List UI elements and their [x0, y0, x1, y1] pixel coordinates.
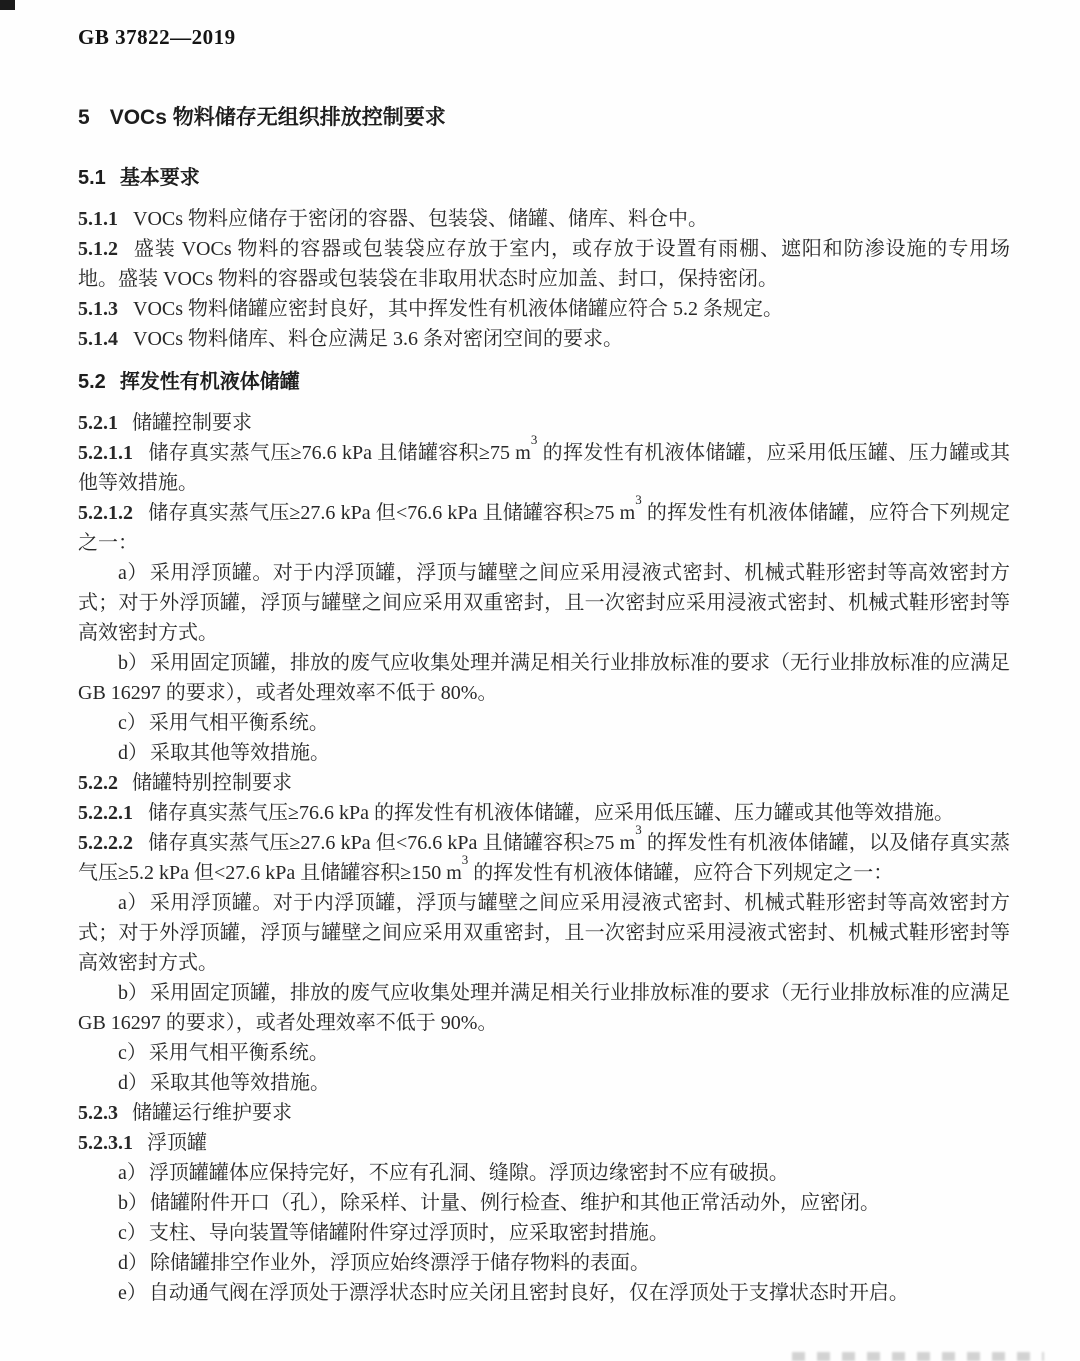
clause-text: 储存真实蒸气压≥76.6 kPa 且储罐容积≥75 $m^3$ 的挥发性有机液体储罐，应采用低压罐、压力罐或其他等效措施。 — [78, 432, 1011, 494]
clause-paragraph-5.1.3 — [78, 294, 1010, 324]
list-item-b） — [78, 1188, 1010, 1218]
clause-text: VOCs 物料储罐应密封良好，其中挥发性有机液体储罐应符合 5.2 条规定。 — [133, 298, 784, 320]
section-heading-5.2 — [78, 368, 1010, 396]
list-item-label: a） — [118, 892, 148, 914]
list-item-text: 采用固定顶罐，排放的废气应收集处理并满足相关行业排放标准的要求（无行业排放标准的应满足 GB 16297 的要求），或者处理效率不低于 90%。 — [78, 982, 1010, 1034]
list-item-text: 采取其他等效措施。 — [150, 742, 330, 764]
clause-text: 储罐运行维护要求 — [132, 1102, 292, 1124]
clause-paragraph-5.2.2.2 — [78, 822, 1010, 888]
clause-number: 5.1 — [78, 167, 106, 189]
clause-number: 5.1.3 — [78, 298, 118, 320]
list-item-a） — [78, 558, 1010, 648]
list-item-c） — [78, 1218, 1010, 1248]
clause-number: 5.2.2 — [78, 772, 118, 794]
list-item-text: 采用固定顶罐，排放的废气应收集处理并满足相关行业排放标准的要求（无行业排放标准的应满足 GB 16297 的要求），或者处理效率不低于 80%。 — [78, 652, 1010, 704]
clause-text: 浮顶罐 — [147, 1132, 207, 1154]
list-item-label: d） — [118, 1072, 148, 1094]
document-body — [78, 104, 1010, 1308]
subclause-heading-5.2.3.1 — [78, 1128, 1010, 1158]
scan-corner-artifact — [0, 0, 15, 10]
list-item-text: 采用气相平衡系统。 — [148, 712, 329, 734]
clause-paragraph-5.1.2 — [78, 234, 1010, 294]
clause-number: 5 — [78, 106, 90, 129]
list-item-label: a） — [118, 562, 148, 584]
clause-number: 5.2.3.1 — [78, 1132, 133, 1154]
clause-text: 储存真实蒸气压≥27.6 kPa 但<76.6 kPa 且储罐容积≥75 $m^3$ 的挥发性有机液体储罐，以及储存真实蒸气压≥5.2 kPa 但<27.6 kPa 且储罐容积≥150 $m^3$ 的挥发性有机液体储罐，应符合下列规定之一： — [78, 822, 1010, 884]
clause-paragraph-5.2.2.1 — [78, 798, 1010, 828]
list-item-text: 采用气相平衡系统。 — [148, 1042, 329, 1064]
clause-number: 5.1.1 — [78, 208, 118, 230]
chapter-heading-5 — [78, 104, 1010, 132]
list-item-text: 采用浮顶罐。对于内浮顶罐，浮顶与罐壁之间应采用浸液式密封、机械式鞋形密封等高效密封方式；对于外浮顶罐，浮顶与罐壁之间应采用双重密封，且一次密封应采用浸液式密封、机械式鞋形密封等高效密封方式。 — [78, 892, 1010, 974]
clause-number: 5.2.1.2 — [78, 502, 133, 524]
list-item-c） — [78, 708, 1010, 738]
subclause-heading-5.2.2 — [78, 768, 1010, 798]
list-item-label: d） — [118, 1252, 148, 1274]
standard-number-header: GB 37822—2019 — [78, 25, 236, 49]
clause-text: 储罐控制要求 — [132, 412, 252, 434]
list-item-text: 自动通气阀在浮顶处于漂浮状态时应关闭且密封良好，仅在浮顶处于支撑状态时开启。 — [148, 1282, 909, 1304]
list-item-a） — [78, 1158, 1010, 1188]
list-item-b） — [78, 648, 1010, 708]
subclause-heading-5.2.1 — [78, 408, 1010, 438]
clause-text: 基本要求 — [119, 167, 200, 189]
list-item-text: 采用浮顶罐。对于内浮顶罐，浮顶与罐壁之间应采用浸液式密封、机械式鞋形密封等高效密封方式；对于外浮顶罐，浮顶与罐壁之间应采用双重密封，且一次密封应采用浸液式密封、机械式鞋形密封等高效密封方式。 — [78, 562, 1010, 644]
list-item-text: 浮顶罐罐体应保持完好，不应有孔洞、缝隙。浮顶边缘密封不应有破损。 — [148, 1162, 789, 1184]
clause-text: 储存真实蒸气压≥27.6 kPa 但<76.6 kPa 且储罐容积≥75 $m^3$ 的挥发性有机液体储罐，应符合下列规定之一： — [78, 492, 1010, 554]
list-item-text: 储罐附件开口（孔），除采样、计量、例行检查、维护和其他正常活动外，应密闭。 — [150, 1192, 880, 1214]
list-item-a） — [78, 888, 1010, 978]
cutoff-text-artifact — [792, 1352, 1044, 1361]
clause-text: VOCs 物料储存无组织排放控制要求 — [109, 106, 446, 129]
clause-number: 5.2.2.2 — [78, 832, 133, 854]
clause-text: VOCs 物料储库、料仓应满足 3.6 条对密闭空间的要求。 — [133, 328, 624, 350]
section-heading-5.1 — [78, 164, 1010, 192]
list-item-e） — [78, 1278, 1010, 1308]
clause-number: 5.2.2.1 — [78, 802, 133, 824]
list-item-d） — [78, 1248, 1010, 1278]
list-item-text: 除储罐排空作业外，浮顶应始终漂浮于储存物料的表面。 — [150, 1252, 650, 1274]
clause-paragraph-5.2.1.1 — [78, 432, 1011, 498]
list-item-label: e） — [118, 1282, 147, 1304]
list-item-label: a） — [118, 1162, 147, 1184]
list-item-label: b） — [118, 982, 148, 1004]
clause-number: 5.2.1.1 — [78, 442, 133, 464]
clause-text: VOCs 物料应储存于密闭的容器、包装袋、储罐、储库、料仓中。 — [133, 208, 709, 230]
list-item-text: 采取其他等效措施。 — [150, 1072, 330, 1094]
clause-paragraph-5.2.1.2 — [78, 492, 1010, 558]
list-item-label: c） — [118, 1042, 147, 1064]
clause-number: 5.2.1 — [78, 412, 118, 434]
clause-number: 5.1.2 — [78, 238, 118, 260]
list-item-label: d） — [118, 742, 148, 764]
list-item-text: 支柱、导向装置等储罐附件穿过浮顶时，应采取密封措施。 — [148, 1222, 669, 1244]
clause-text: 挥发性有机液体储罐 — [119, 371, 300, 393]
clause-paragraph-5.1.1 — [78, 204, 1010, 234]
clause-number: 5.2 — [78, 371, 106, 393]
clause-number: 5.1.4 — [78, 328, 118, 350]
list-item-d） — [78, 1068, 1010, 1098]
clause-paragraph-5.1.4 — [78, 324, 1010, 354]
list-item-b） — [78, 978, 1010, 1038]
list-item-label: b） — [118, 1192, 148, 1214]
clause-text: 储罐特别控制要求 — [132, 772, 292, 794]
clause-number: 5.2.3 — [78, 1102, 118, 1124]
list-item-label: c） — [118, 712, 147, 734]
subclause-heading-5.2.3 — [78, 1098, 1010, 1128]
clause-text: 储存真实蒸气压≥76.6 kPa 的挥发性有机液体储罐，应采用低压罐、压力罐或其他等效措施。 — [148, 802, 954, 824]
list-item-d） — [78, 738, 1010, 768]
clause-text: 盛装 VOCs 物料的容器或包装袋应存放于室内，或存放于设置有雨棚、遮阳和防渗设施的专用场地。盛装 VOCs 物料的容器或包装袋在非取用状态时应加盖、封口，保持密闭。 — [78, 238, 1010, 290]
list-item-c） — [78, 1038, 1010, 1068]
list-item-label: c） — [118, 1222, 147, 1244]
list-item-label: b） — [118, 652, 148, 674]
